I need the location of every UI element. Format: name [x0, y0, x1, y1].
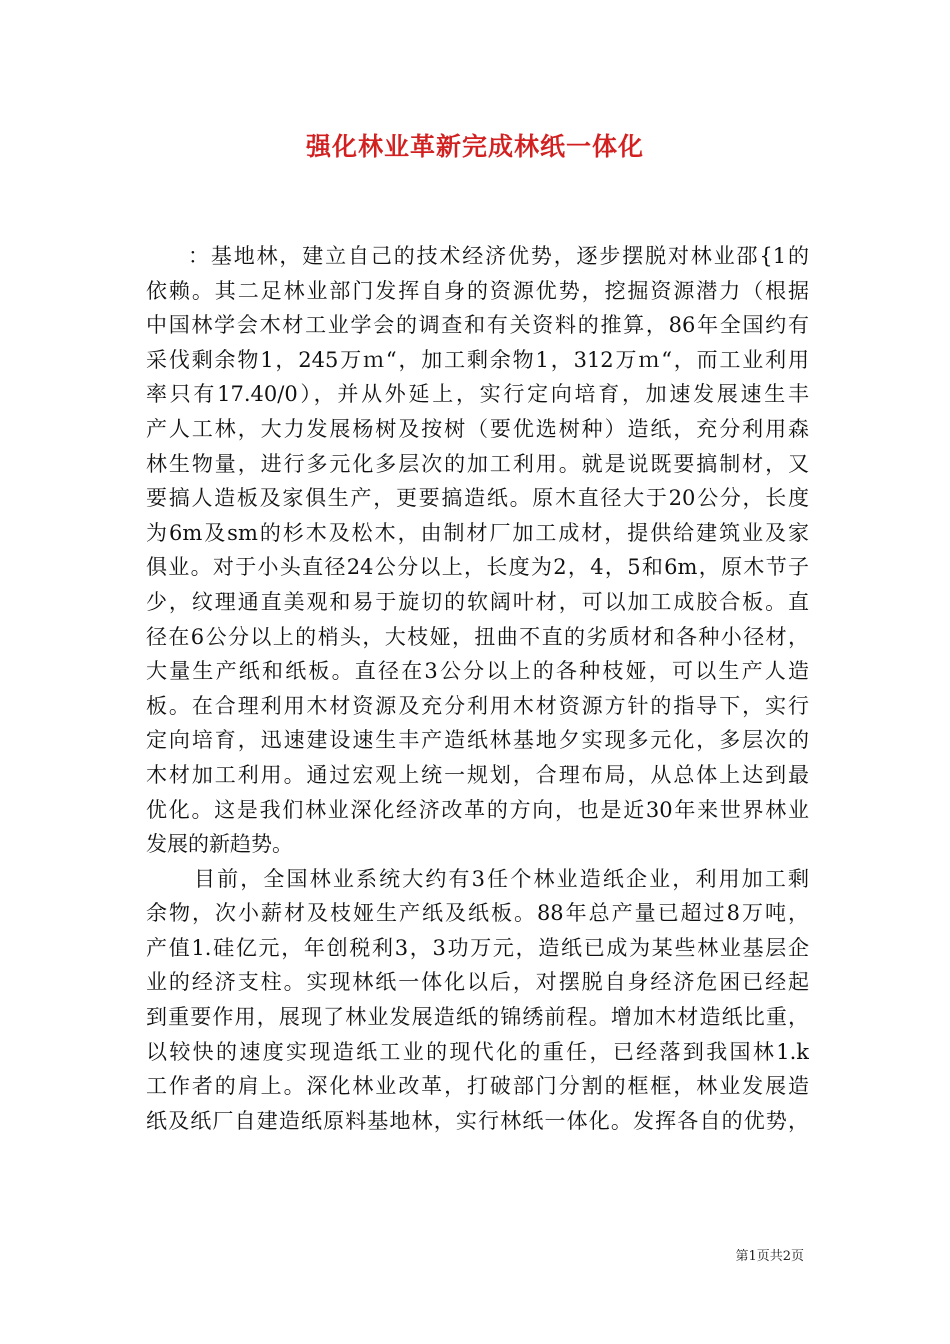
- text-line: 发展的新趋势。: [146, 832, 293, 857]
- text-line: 产值1.硅亿元，年创税利3，3功万元，造纸已成为某些林业基层企: [146, 935, 809, 960]
- text-line: 余物，次小薪材及枝娅生产纸及纸板。88年总产量已超过8万吨，: [146, 901, 809, 926]
- text-line: 林生物量，进行多元化多层次的加工利用。就是说既要搞制材，又: [146, 451, 809, 476]
- paragraph-1: [146, 239, 809, 862]
- document-title: 强化林业革新完成林纸一体化: [305, 132, 644, 161]
- text-line: 优化。这是我们林业深化经济改革的方向，也是近30年来世界林业: [146, 797, 809, 822]
- text-line: 定向培育，迅速建设速生丰产造纸林基地夕实现多元化，多层次的: [146, 728, 809, 753]
- text-line: 目前，全国林业系统大约有3任个林业造纸企业，利用加工剩: [194, 866, 809, 891]
- text-line: 产人工林，大力发展杨树及按树（要优选树种）造纸，充分利用森: [146, 416, 809, 441]
- text-line: 率只有17.40/0），并从外延上，实行定向培育，加速发展速生丰: [146, 382, 809, 407]
- text-line: 少，纹理通直美观和易于旋切的软阔叶材，可以加工成胶合板。直: [146, 589, 809, 614]
- page-footer: 第1页共2页: [735, 1249, 804, 1264]
- text-line: 要搞人造板及家俱生产，更要搞造纸。原木直径大于20公分，长度: [146, 486, 809, 511]
- paragraph-2: [146, 862, 809, 1139]
- document-body: [146, 239, 809, 1138]
- text-line: 工作者的肩上。深化林业改革，打破部门分割的框框，林业发展造: [146, 1074, 809, 1099]
- text-line: 大量生产纸和纸板。直径在3公分以上的各种枝娅，可以生产人造: [146, 659, 809, 684]
- text-line: 中国林学会木材工业学会的调查和有关资料的推算，86年全国约有: [146, 313, 809, 338]
- text-line: 纸及纸厂自建造纸原料基地林，实行林纸一体化。发挥各自的优势，: [146, 1108, 809, 1133]
- text-line: ：基地林，建立自己的技术经济优势，逐步摆脱对林业邵{1的: [188, 244, 809, 268]
- text-line: 依赖。其二足林业部门发挥自身的资源优势，挖掘资源潜力（根据: [146, 278, 809, 303]
- text-line: 到重要作用，展现了林业发展造纸的锦绣前程。增加木材造纸比重，: [146, 1005, 809, 1030]
- text-line: 板。在合理利用木材资源及充分利用木材资源方针的指导下，实行: [146, 693, 809, 718]
- text-line: 以较快的速度实现造纸工业的现代化的重任，已经落到我国林1.k: [146, 1039, 809, 1064]
- text-line: 业的经济支柱。实现林纸一体化以后，对摆脱自身经济危困已经起: [146, 970, 809, 995]
- text-line: 径在6公分以上的梢头，大枝娅，扭曲不直的劣质材和各种小径材，: [146, 624, 809, 649]
- text-line: 采伐剩余物1，245万ｍ“，加工剩余物1，312万ｍ“，而工业利用: [146, 347, 809, 372]
- text-line: 俱业。对于小头直径24公分以上，长度为2，4，5和6m，原木节子: [146, 555, 809, 580]
- text-line: 为6m及sm的杉木及松木，由制材厂加工成材，提供给建筑业及家: [146, 520, 809, 545]
- text-line: 木材加工利用。通过宏观上统一规划，合理布局，从总体上达到最: [146, 762, 809, 787]
